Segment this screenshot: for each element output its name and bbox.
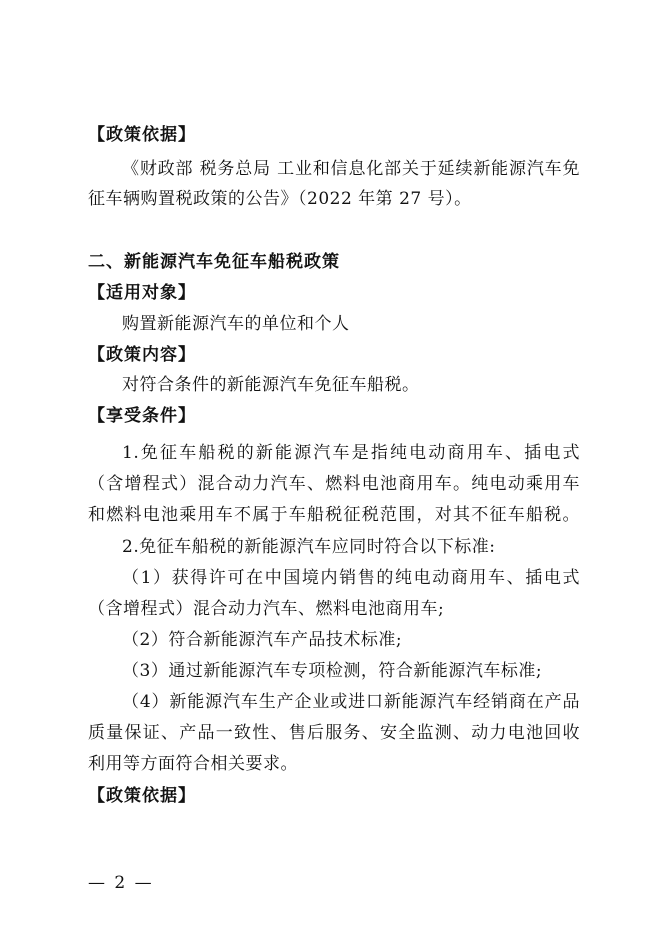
policy-basis-heading: 【政策依据】 [88,125,196,145]
policy-basis-heading-2: 【政策依据】 [88,786,196,806]
section-2-title: 二、新能源汽车免征车船税政策 [88,252,340,272]
standard-1-line-1: （1）获得许可在中国境内销售的纯电动商用车、插电式 [122,568,580,588]
condition-1-line-1: 1.免征车船税的新能源汽车是指纯电动商用车、插电式 [122,443,580,463]
policy-basis-text-line-1: 《财政部 税务总局 工业和信息化部关于延续新能源汽车免 [122,159,580,179]
policy-content-text: 对符合条件的新能源汽车免征车船税。 [122,375,420,395]
condition-1-line-2: （含增程式）混合动力汽车、燃料电池商用车。纯电动乘用车 [88,474,580,494]
applicable-object-heading: 【适用对象】 [88,283,196,303]
page-number: — 2 — [88,873,154,893]
condition-2-line-1: 2.免征车船税的新能源汽车应同时符合以下标准: [122,537,496,557]
policy-content-heading: 【政策内容】 [88,345,196,365]
standard-3: （3）通过新能源汽车专项检测，符合新能源汽车标准; [122,661,543,681]
standard-4-line-2: 质量保证、产品一致性、售后服务、安全监测、动力电池回收 [88,723,580,743]
conditions-heading: 【享受条件】 [88,406,196,426]
standard-4-line-3: 利用等方面符合相关要求。 [88,754,298,774]
standard-2: （2）符合新能源汽车产品技术标准; [122,630,403,650]
policy-basis-text-line-2: 征车辆购置税政策的公告》（2022 年第 27 号）。 [88,189,472,209]
standard-4-line-1: （4）新能源汽车生产企业或进口新能源汽车经销商在产品 [122,692,580,712]
applicable-object-text: 购置新能源汽车的单位和个人 [122,314,350,334]
condition-1-line-3: 和燃料电池乘用车不属于车船税征税范围，对其不征车船税。 [88,505,580,525]
standard-1-line-2: （含增程式）混合动力汽车、燃料电池商用车; [88,599,445,619]
